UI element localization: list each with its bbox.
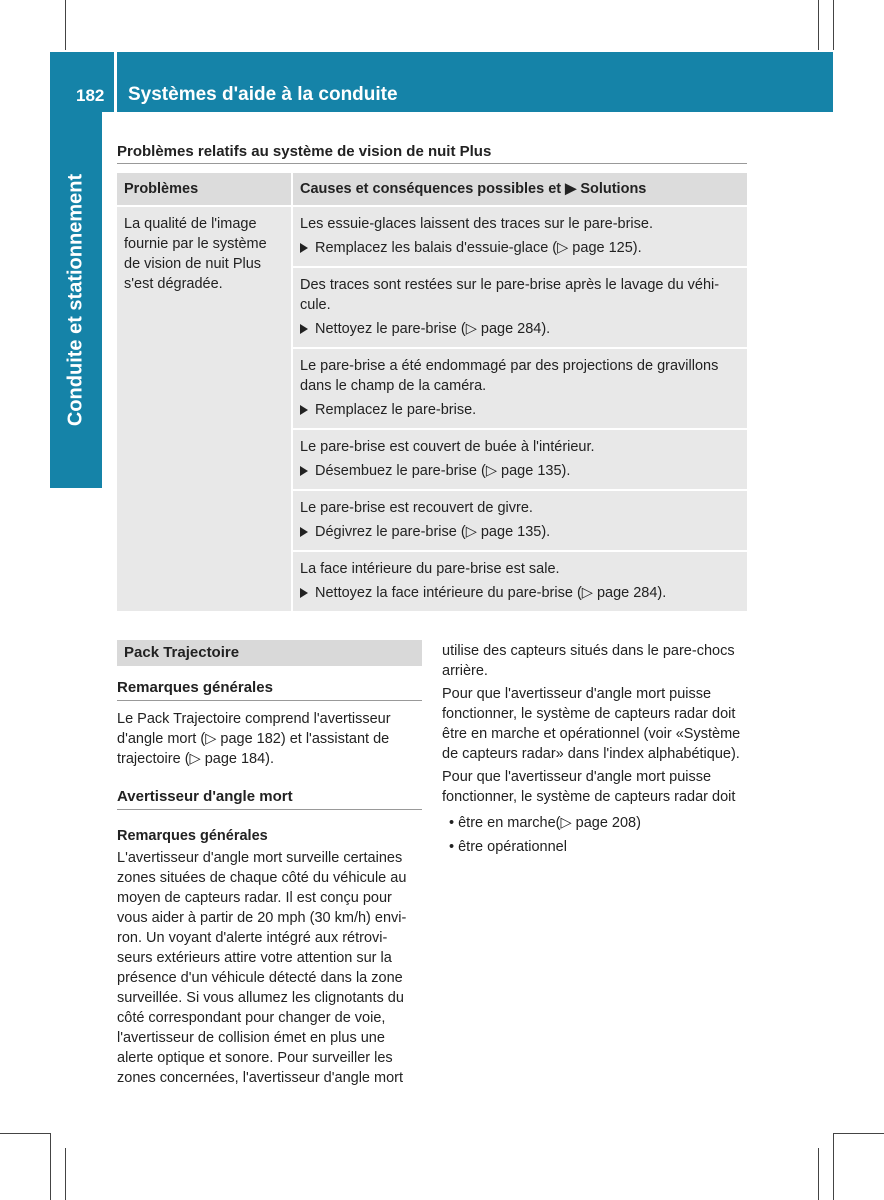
- list-item-text: être opérationnel: [458, 839, 567, 855]
- cause-text: Le pare-brise est couvert de buée à l'intérieur.: [300, 439, 595, 455]
- cause-cell: [292, 429, 747, 490]
- chapter-tab-label: Conduite et stationnement: [64, 173, 87, 427]
- crop-mark: [833, 1133, 884, 1134]
- blind-spot-text: L'avertisseur d'angle mort surveille certaines zones situées de chaque côté du véhicule au moyen de capteurs radar. Il est conçu pour vous aider à partir de 20 mph (30 km/h) envi-ron. Un voyant d'alerte intégré aux rétrovi-seurs extérieurs attire votre attention sur la présence d'un véhicule détecté dans la zone surveillée. Si vous allumez les clignotants du côté correspondant pour changer de voie, l'avertisseur de collision émet en plus une alerte optique et sonore. Pour surveiller les zones concernées, l'avertisseur d'angle mort: [117, 850, 407, 1086]
- cause-cell: [292, 348, 747, 429]
- crop-mark: [65, 0, 66, 50]
- troubleshooting-table: [117, 173, 747, 611]
- crop-mark: [818, 1148, 819, 1200]
- crop-mark: [65, 1148, 66, 1200]
- solution-text: Nettoyez la face intérieure du pare-brise (▷ page 284).: [315, 585, 667, 601]
- page-title: Systèmes d'aide à la conduite: [128, 84, 398, 105]
- solution-step: [300, 583, 740, 603]
- section-title: Problèmes relatifs au système de vision de nuit Plus: [117, 143, 747, 164]
- general-heading: Remarques générales: [117, 678, 422, 701]
- general-text: Le Pack Trajectoire comprend l'avertisseur d'angle mort (▷ page 182) et l'assistant de trajectoire (▷ page 184).: [117, 711, 391, 767]
- pack-title: Pack Trajectoire: [117, 640, 422, 666]
- arrow-icon: [300, 527, 308, 537]
- table-header-row: [117, 173, 747, 206]
- column-header-problems: Problèmes: [117, 173, 292, 206]
- solution-text: Nettoyez le pare-brise (▷ page 284).: [315, 321, 551, 337]
- page-number: 182: [76, 86, 105, 105]
- cause-text: Des traces sont restées sur le pare-brise après le lavage du véhi-cule.: [300, 277, 720, 313]
- cause-cell: [292, 267, 747, 348]
- list-item: • être en marche(▷ page 208): [449, 815, 641, 831]
- cause-text: La face intérieure du pare-brise est sale.: [300, 561, 560, 577]
- blind-spot-heading: Avertisseur d'angle mort: [117, 787, 422, 810]
- paragraph: utilise des capteurs situés dans le pare-chocs arrière.: [442, 643, 735, 679]
- cause-cell: [292, 206, 747, 267]
- solution-text: Remplacez le pare-brise.: [315, 402, 477, 418]
- arrow-icon: [300, 588, 308, 598]
- problem-cell: La qualité de l'image fournie par le système de vision de nuit Plus s'est dégradée.: [117, 206, 292, 611]
- cause-text: Les essuie-glaces laissent des traces sur le pare-brise.: [300, 216, 653, 232]
- crop-mark: [833, 1133, 834, 1200]
- solution-step: [300, 238, 740, 258]
- column-header-causes: Causes et conséquences possibles et ▶ Solutions: [292, 173, 747, 206]
- cause-cell: [292, 551, 747, 611]
- right-column: [442, 641, 748, 857]
- solution-step: [300, 522, 740, 542]
- paragraph: Pour que l'avertisseur d'angle mort puisse fonctionner, le système de capteurs radar doit être en marche et opérationnel (voir «Système de capteurs radar» dans l'index alphabétique).: [442, 686, 741, 762]
- paragraph: Pour que l'avertisseur d'angle mort puisse fonctionner, le système de capteurs radar doit: [442, 769, 736, 805]
- table-row: [117, 206, 747, 267]
- crop-mark: [0, 1133, 50, 1134]
- cause-cell: [292, 490, 747, 551]
- solution-step: [300, 319, 740, 339]
- solution-text: Remplacez les balais d'essuie-glace (▷ page 125).: [315, 240, 642, 256]
- arrow-icon: [300, 324, 308, 334]
- left-column: [117, 640, 422, 1088]
- solution-step: [300, 461, 740, 481]
- solution-step: [300, 400, 740, 420]
- solution-text: Dégivrez le pare-brise (▷ page 135).: [315, 524, 551, 540]
- cause-text: Le pare-brise a été endommagé par des projections de gravillons dans le champ de la caméra.: [300, 358, 719, 394]
- crop-mark: [818, 0, 819, 50]
- arrow-icon: [300, 466, 308, 476]
- cause-text: Le pare-brise est recouvert de givre.: [300, 500, 533, 516]
- arrow-icon: [300, 405, 308, 415]
- arrow-icon: [300, 243, 308, 253]
- list-item: • être opérationnel: [449, 839, 567, 855]
- crop-mark: [50, 1133, 51, 1200]
- blind-spot-subheading: Remarques générales: [117, 828, 268, 844]
- crop-mark: [833, 0, 834, 50]
- list-item-text: être en marche(▷ page 208): [458, 815, 641, 831]
- solution-text: Désembuez le pare-brise (▷ page 135).: [315, 463, 571, 479]
